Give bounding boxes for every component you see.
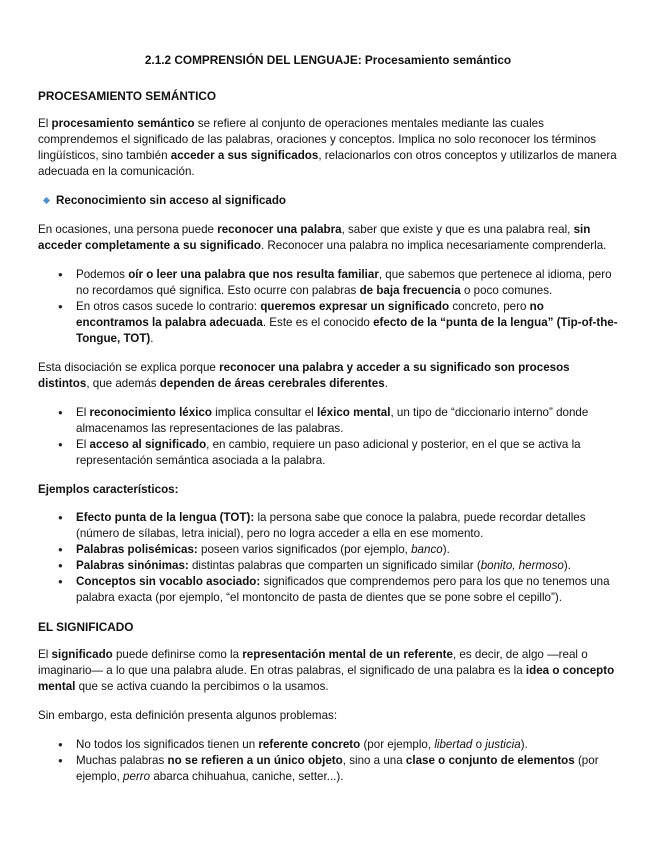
text-run: abarca chihuahua, caniche, setter...). [150, 770, 344, 783]
bold-run: procesamiento semántico [51, 117, 195, 130]
text-run: ). [442, 543, 450, 556]
bold-run: de baja frecuencia [359, 284, 461, 297]
bold-run: idea o concepto mental [38, 664, 615, 693]
bold-run: clase o conjunto de elementos [405, 754, 575, 767]
text-run: ). [520, 738, 528, 751]
text-run: , un tipo de “diccionario interno” donde almacenamos las representaciones de las palabras. [76, 406, 589, 435]
text-run: se refiere al conjunto de operaciones mentales mediante las cuales comprendemos el significado de las palabras, oraciones y conceptos. Implica no solo reconocer los términos lingüísticos, sino también [38, 117, 597, 162]
text-run: implica consultar el [211, 406, 317, 419]
paragraph-significado [38, 647, 618, 695]
text-run: En otros casos sucede lo contrario: [76, 300, 261, 313]
bold-run: sin acceder completamente a su significado [38, 223, 591, 252]
text-run: , es decir, de algo —real o imaginario— a lo que una palabra alude. En otras palabras, el significado de una palabra es la [38, 648, 588, 677]
text-run: , sino a una [342, 754, 406, 767]
list-item [38, 510, 618, 542]
list-item [38, 267, 618, 299]
bold-run: efecto de la “punta de la lengua” (Tip-of-the-Tongue, TOT) [76, 316, 618, 345]
bold-run: reconocer una palabra [217, 223, 342, 236]
text-run: (por ejemplo, [76, 754, 599, 783]
text-run: El [76, 438, 90, 451]
italic-run: banco [411, 543, 443, 556]
text-run: ). [563, 559, 571, 572]
list-item [38, 542, 618, 558]
text-run: , relacionarlos con otros conceptos y utilizarlos de manera adecuada en la comunicación. [38, 149, 617, 178]
list-procesos [38, 405, 618, 469]
document-title: 2.1.2 COMPRENSIÓN DEL LENGUAJE: Procesamiento semántico [144, 53, 512, 67]
bold-run: significado [51, 648, 113, 661]
text-run: , que sabemos que pertenece al idioma, pero no recordamos qué significa. Esto ocurre con palabras [76, 268, 612, 297]
bold-run: acceder a sus significados [170, 149, 319, 162]
list-item [38, 405, 618, 437]
bold-run: dependen de áreas cerebrales diferentes [159, 377, 385, 390]
diamond-bullet-icon [43, 197, 50, 204]
intro-paragraph [38, 116, 618, 180]
text-run: Sin embargo, esta definición presenta algunos problemas: [38, 709, 338, 722]
bold-run: Conceptos sin vocablo asociado: [76, 575, 261, 588]
italic-run: bonito, hermoso [480, 559, 564, 572]
paragraph-disociacion [38, 360, 618, 392]
text-run: significados que comprendemos pero para los que no tenemos una palabra exacta (por ejemplo, “el montoncito de pasta de dientes que se pone sobre el cepillo”). [76, 575, 610, 604]
bold-run: representación mental de un referente [242, 648, 453, 661]
bold-run: no encontramos la palabra adecuada [76, 300, 544, 329]
bold-run: no se refieren a un único objeto [167, 754, 343, 767]
list-item [38, 574, 618, 606]
list-item [38, 299, 618, 347]
bold-run: Efecto punta de la lengua (TOT): [76, 511, 255, 524]
text-run: Esta disociación se explica porque [38, 361, 220, 374]
examples-heading: Ejemplos característicos: [38, 483, 179, 496]
text-run: El [38, 648, 52, 661]
bold-run: referente concreto [258, 738, 361, 751]
paragraph-problemas [38, 708, 618, 724]
text-run: No todos los significados tienen un [76, 738, 259, 751]
bold-run: reconocer una palabra y acceder a su significado son procesos distintos [38, 361, 570, 390]
italic-run: justicia [485, 738, 521, 751]
text-run: poseen varios significados (por ejemplo, [197, 543, 412, 556]
list-problemas [38, 737, 618, 785]
text-run: la persona sabe que conoce la palabra, puede recordar detalles (número de sílabas, letra inicial), pero no logra acceder a ella en ese momento. [76, 511, 586, 540]
text-run: o poco comunes. [460, 284, 553, 297]
list-item [38, 437, 618, 469]
text-run: Muchas palabras [76, 754, 168, 767]
text-run: puede definirse como la [112, 648, 243, 661]
subheading-text: Reconocimiento sin acceso al significado [56, 194, 287, 207]
document-page [38, 52, 618, 798]
bold-run: Palabras sinónimas: [76, 559, 189, 572]
section-heading-significado: EL SIGNIFICADO [38, 620, 134, 634]
text-run: Podemos [76, 268, 129, 281]
list-item [38, 737, 618, 753]
bold-run: reconocimiento léxico [89, 406, 212, 419]
text-run: . Reconocer una palabra no implica necesariamente comprenderla. [260, 239, 607, 252]
text-run: . Este es el conocido [262, 316, 374, 329]
text-run: , que además [86, 377, 160, 390]
text-run: . [384, 377, 388, 390]
text-run: distintas palabras que comparten un significado similar ( [188, 559, 481, 572]
text-run: , saber que existe y que es una palabra real, [341, 223, 574, 236]
list-reconocimiento [38, 267, 618, 347]
text-run: El [76, 406, 90, 419]
list-item [38, 558, 618, 574]
italic-run: libertad [434, 738, 473, 751]
section-heading-procesamiento: PROCESAMIENTO SEMÁNTICO [38, 89, 217, 103]
bold-run: acceso al significado [89, 438, 207, 451]
text-run: concreto, pero [449, 300, 530, 313]
list-examples [38, 510, 618, 606]
italic-run: perro [123, 770, 151, 783]
text-run: que se activa cuando la percibimos o la usamos. [75, 680, 329, 693]
bold-run: léxico mental [316, 406, 391, 419]
text-run: , en cambio, requiere un paso adicional y posterior, en el que se activa la representación semántica asociada a la palabra. [76, 438, 581, 467]
list-item [38, 753, 618, 785]
text-run: El [38, 117, 52, 130]
bold-run: oír o leer una palabra que nos resulta familiar [128, 268, 379, 281]
text-run: . [150, 332, 154, 345]
paragraph-reconocer [38, 222, 618, 254]
text-run: o [472, 738, 486, 751]
bold-run: Palabras polisémicas: [76, 543, 198, 556]
subheading-reconocimiento [38, 193, 618, 209]
text-run: (por ejemplo, [360, 738, 435, 751]
text-run: En ocasiones, una persona puede [38, 223, 218, 236]
bold-run: queremos expresar un significado [260, 300, 450, 313]
